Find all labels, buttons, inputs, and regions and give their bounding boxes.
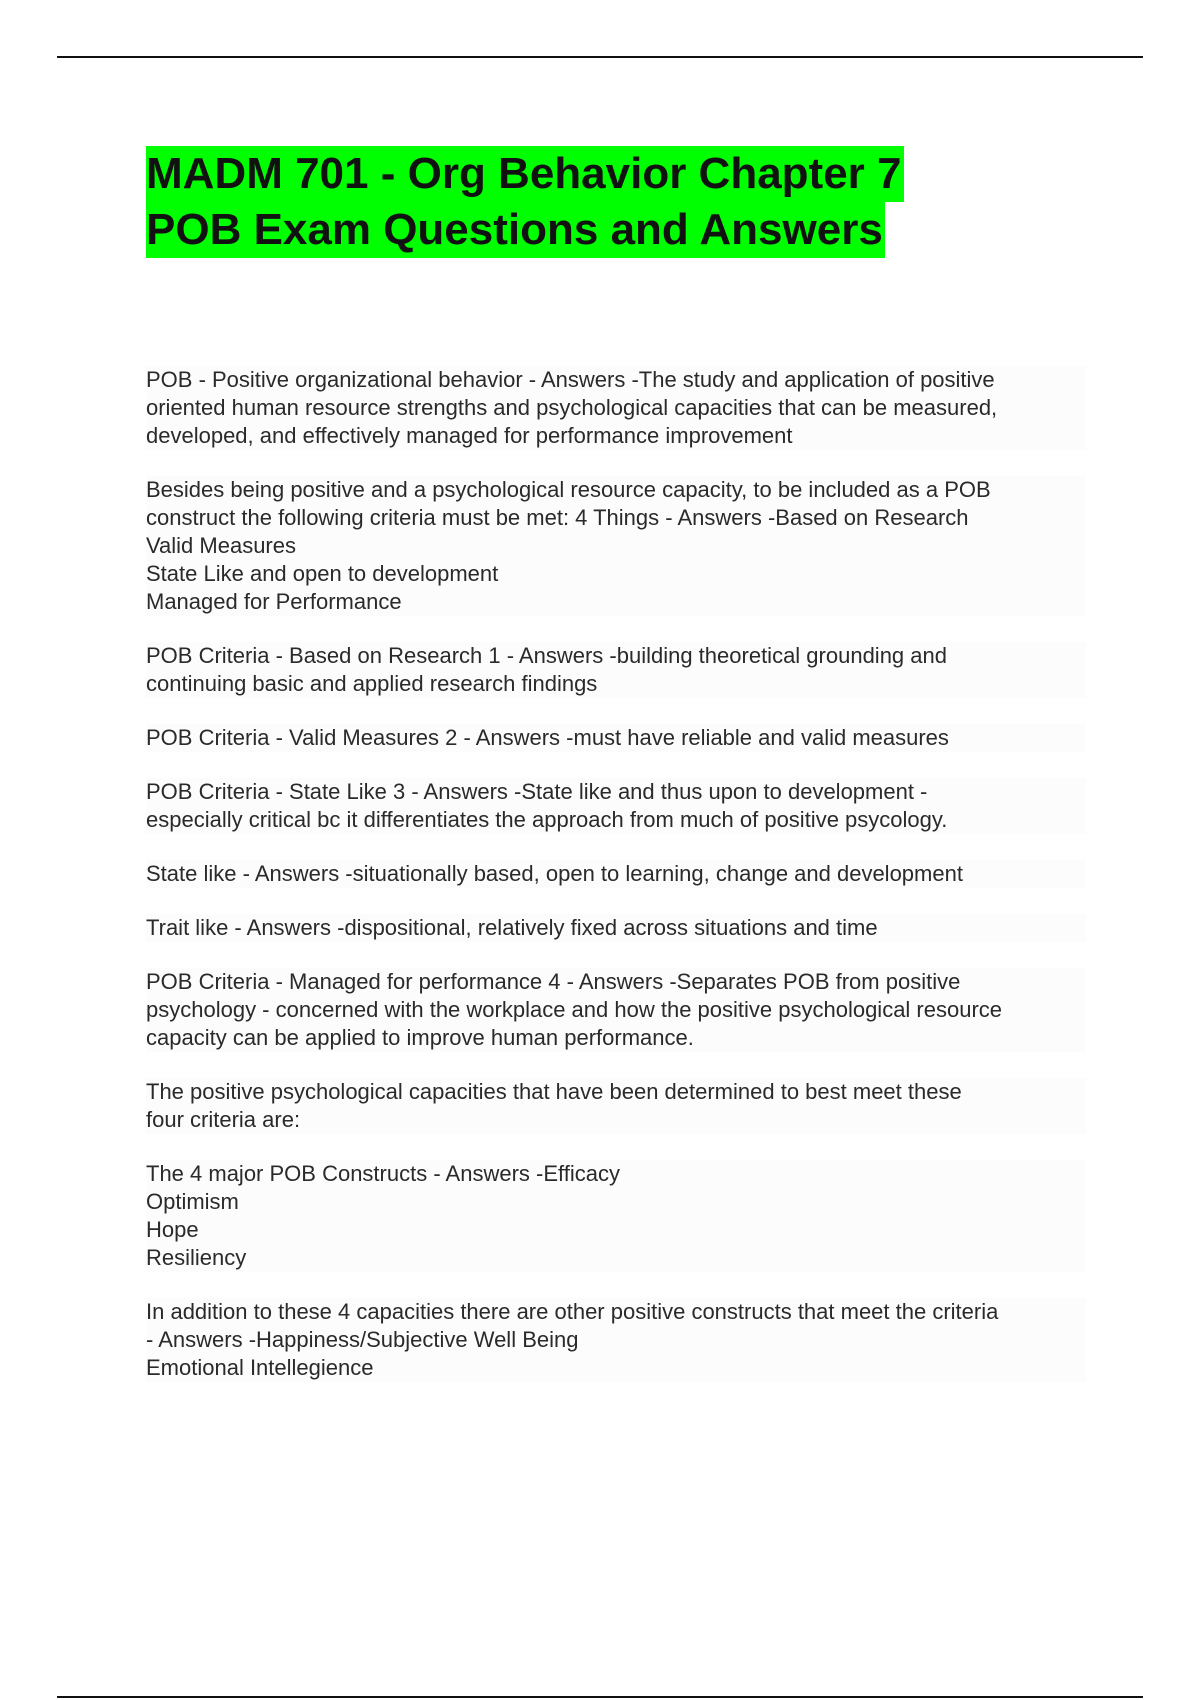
bottom-rule [57,1696,1143,1698]
qa-line: In addition to these 4 capacities there are other positive constructs that meet the criteria [146,1298,1086,1326]
qa-line: POB Criteria - Based on Research 1 - Answers -building theoretical grounding and [146,642,1086,670]
qa-line: capacity can be applied to improve human performance. [146,1024,1086,1052]
qa-item [146,778,1086,834]
qa-line: Emotional Intellegience [146,1354,1086,1382]
qa-line: Besides being positive and a psychological resource capacity, to be included as a POB [146,476,1086,504]
qa-line: POB Criteria - Managed for performance 4 - Answers -Separates POB from positive [146,968,1086,996]
qa-line: Trait like - Answers -dispositional, relatively fixed across situations and time [146,914,1086,942]
qa-line: Optimism [146,1188,1086,1216]
qa-line: Resiliency [146,1244,1086,1272]
qa-line: Managed for Performance [146,588,1086,616]
qa-item [146,1160,1086,1272]
qa-list [146,366,1086,1408]
qa-line: POB Criteria - Valid Measures 2 - Answers -must have reliable and valid measures [146,724,1086,752]
title-line-2: POB Exam Questions and Answers [146,202,885,258]
title-line-1: MADM 701 - Org Behavior Chapter 7 [146,146,904,202]
qa-item [146,968,1086,1052]
qa-line: especially critical bc it differentiates the approach from much of positive psycology. [146,806,1086,834]
qa-line: State like - Answers -situationally based, open to learning, change and development [146,860,1086,888]
page-title [146,146,1126,258]
qa-item [146,642,1086,698]
qa-line: - Answers -Happiness/Subjective Well Being [146,1326,1086,1354]
qa-line: Valid Measures [146,532,1086,560]
qa-line: POB Criteria - State Like 3 - Answers -State like and thus upon to development - [146,778,1086,806]
qa-line: psychology - concerned with the workplace and how the positive psychological resource [146,996,1086,1024]
qa-line: continuing basic and applied research findings [146,670,1086,698]
qa-line: oriented human resource strengths and psychological capacities that can be measured, [146,394,1086,422]
qa-line: developed, and effectively managed for performance improvement [146,422,1086,450]
qa-item [146,1078,1086,1134]
qa-line: The 4 major POB Constructs - Answers -Efficacy [146,1160,1086,1188]
qa-item [146,724,1086,752]
qa-item [146,476,1086,616]
qa-item [146,366,1086,450]
qa-line: construct the following criteria must be met: 4 Things - Answers -Based on Research [146,504,1086,532]
qa-line: State Like and open to development [146,560,1086,588]
qa-line: four criteria are: [146,1106,1086,1134]
top-rule [57,56,1143,58]
qa-item [146,1298,1086,1382]
qa-item [146,914,1086,942]
qa-line: Hope [146,1216,1086,1244]
qa-line: The positive psychological capacities that have been determined to best meet these [146,1078,1086,1106]
qa-item [146,860,1086,888]
qa-line: POB - Positive organizational behavior - Answers -The study and application of positive [146,366,1086,394]
